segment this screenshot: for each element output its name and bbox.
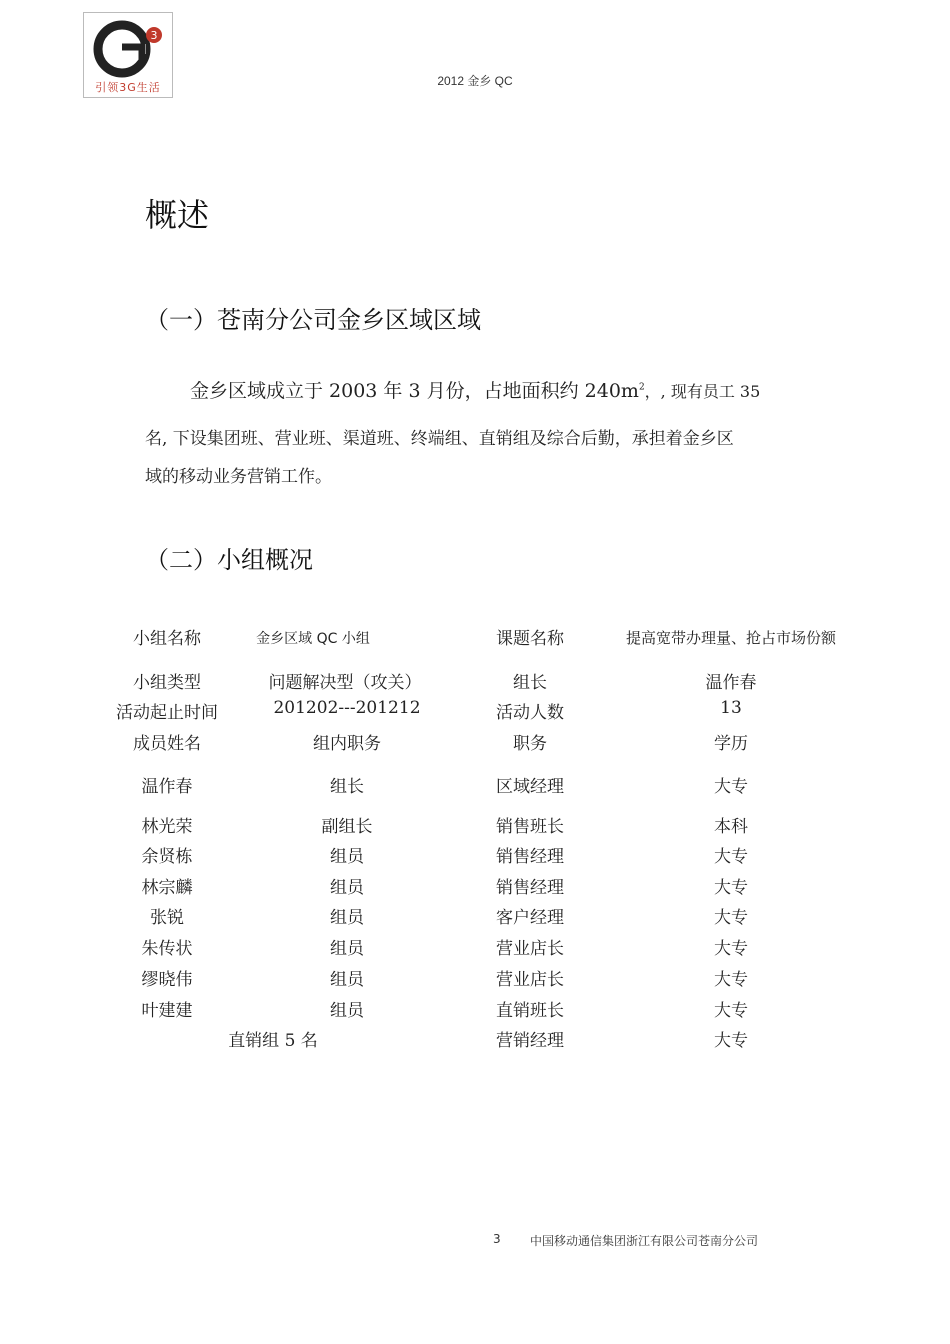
member-position: 销售经理 — [496, 847, 564, 867]
member-role: 副组长 — [321, 817, 373, 837]
info-value: 13 — [720, 698, 742, 718]
member-name: 叶建建 — [141, 1001, 193, 1021]
member-position: 营业店长 — [496, 970, 564, 990]
info-value: 问题解决型（攻关） — [268, 673, 422, 693]
info-value: 金乡区域 QC 小组 — [256, 631, 370, 647]
section2-heading: （二）小组概况 — [145, 546, 313, 574]
member-position: 区域经理 — [496, 777, 564, 797]
member-name: 余贤栋 — [141, 847, 193, 867]
member-role: 组长 — [330, 777, 364, 797]
info-label: 活动人数 — [496, 703, 564, 723]
info-label: 小组类型 — [133, 673, 201, 693]
member-name: 张锐 — [150, 908, 184, 928]
info-label: 课题名称 — [496, 629, 564, 649]
info-value: 提高宽带办理量、抢占市场份额 — [625, 629, 837, 647]
member-education: 大专 — [714, 847, 748, 867]
member-name: 缪晓伟 — [141, 970, 193, 990]
info-value: 温作春 — [705, 673, 757, 693]
member-name: 直销组 5 名 — [228, 1031, 318, 1051]
member-education: 大专 — [714, 939, 748, 959]
member-education: 大专 — [714, 908, 748, 928]
column-header: 职务 — [513, 734, 547, 754]
member-education: 大专 — [714, 1001, 748, 1021]
column-header: 成员姓名 — [133, 734, 201, 754]
overview-heading: 概述 — [145, 196, 210, 234]
info-label: 活动起止时间 — [116, 703, 218, 723]
member-position: 直销班长 — [496, 1001, 564, 1021]
member-education: 大专 — [714, 777, 748, 797]
member-education: 本科 — [714, 817, 748, 837]
member-name: 林宗麟 — [141, 878, 193, 898]
page-number: 3 — [493, 1232, 501, 1246]
member-position: 营销经理 — [496, 1031, 564, 1051]
member-education: 大专 — [714, 1031, 748, 1051]
info-label: 组长 — [513, 673, 547, 693]
paragraph-line-3: 域的移动业务营销工作。 — [145, 467, 332, 487]
member-role: 组员 — [330, 908, 364, 928]
paragraph-line-2: 名, 下设集团班、营业班、渠道班、终端组、直销组及综合后勤，承担着金乡区 — [145, 429, 734, 449]
page-header-title: 2012 金乡 QC — [437, 74, 513, 88]
logo-slogan: 引领3G生活 — [95, 81, 161, 94]
column-header: 学历 — [714, 734, 748, 754]
info-label: 小组名称 — [133, 629, 201, 649]
footer-company: 中国移动通信集团浙江有限公司苍南分公司 — [530, 1234, 759, 1248]
section1-paragraph — [145, 372, 815, 492]
member-role: 组员 — [330, 878, 364, 898]
member-position: 销售经理 — [496, 878, 564, 898]
member-position: 销售班长 — [496, 817, 564, 837]
member-name: 温作春 — [141, 777, 193, 797]
section1-heading: （一）苍南分公司金乡区域区域 — [145, 306, 481, 334]
member-role: 组员 — [330, 939, 364, 959]
member-role: 组员 — [330, 970, 364, 990]
paragraph-line-1: 金乡区域成立于 2003 年 3 月份，占地面积约 $240m^2$，, 现有员工 35 — [190, 380, 761, 402]
member-education: 大专 — [714, 970, 748, 990]
column-header: 组内职务 — [313, 734, 381, 754]
member-role: 组员 — [330, 847, 364, 867]
member-position: 客户经理 — [496, 908, 564, 928]
svg-text:3: 3 — [150, 29, 158, 42]
member-education: 大专 — [714, 878, 748, 898]
member-name: 林光荣 — [141, 817, 193, 837]
member-name: 朱传状 — [141, 939, 193, 959]
member-position: 营业店长 — [496, 939, 564, 959]
member-role: 组员 — [330, 1001, 364, 1021]
info-value: 201202---201212 — [273, 698, 421, 718]
